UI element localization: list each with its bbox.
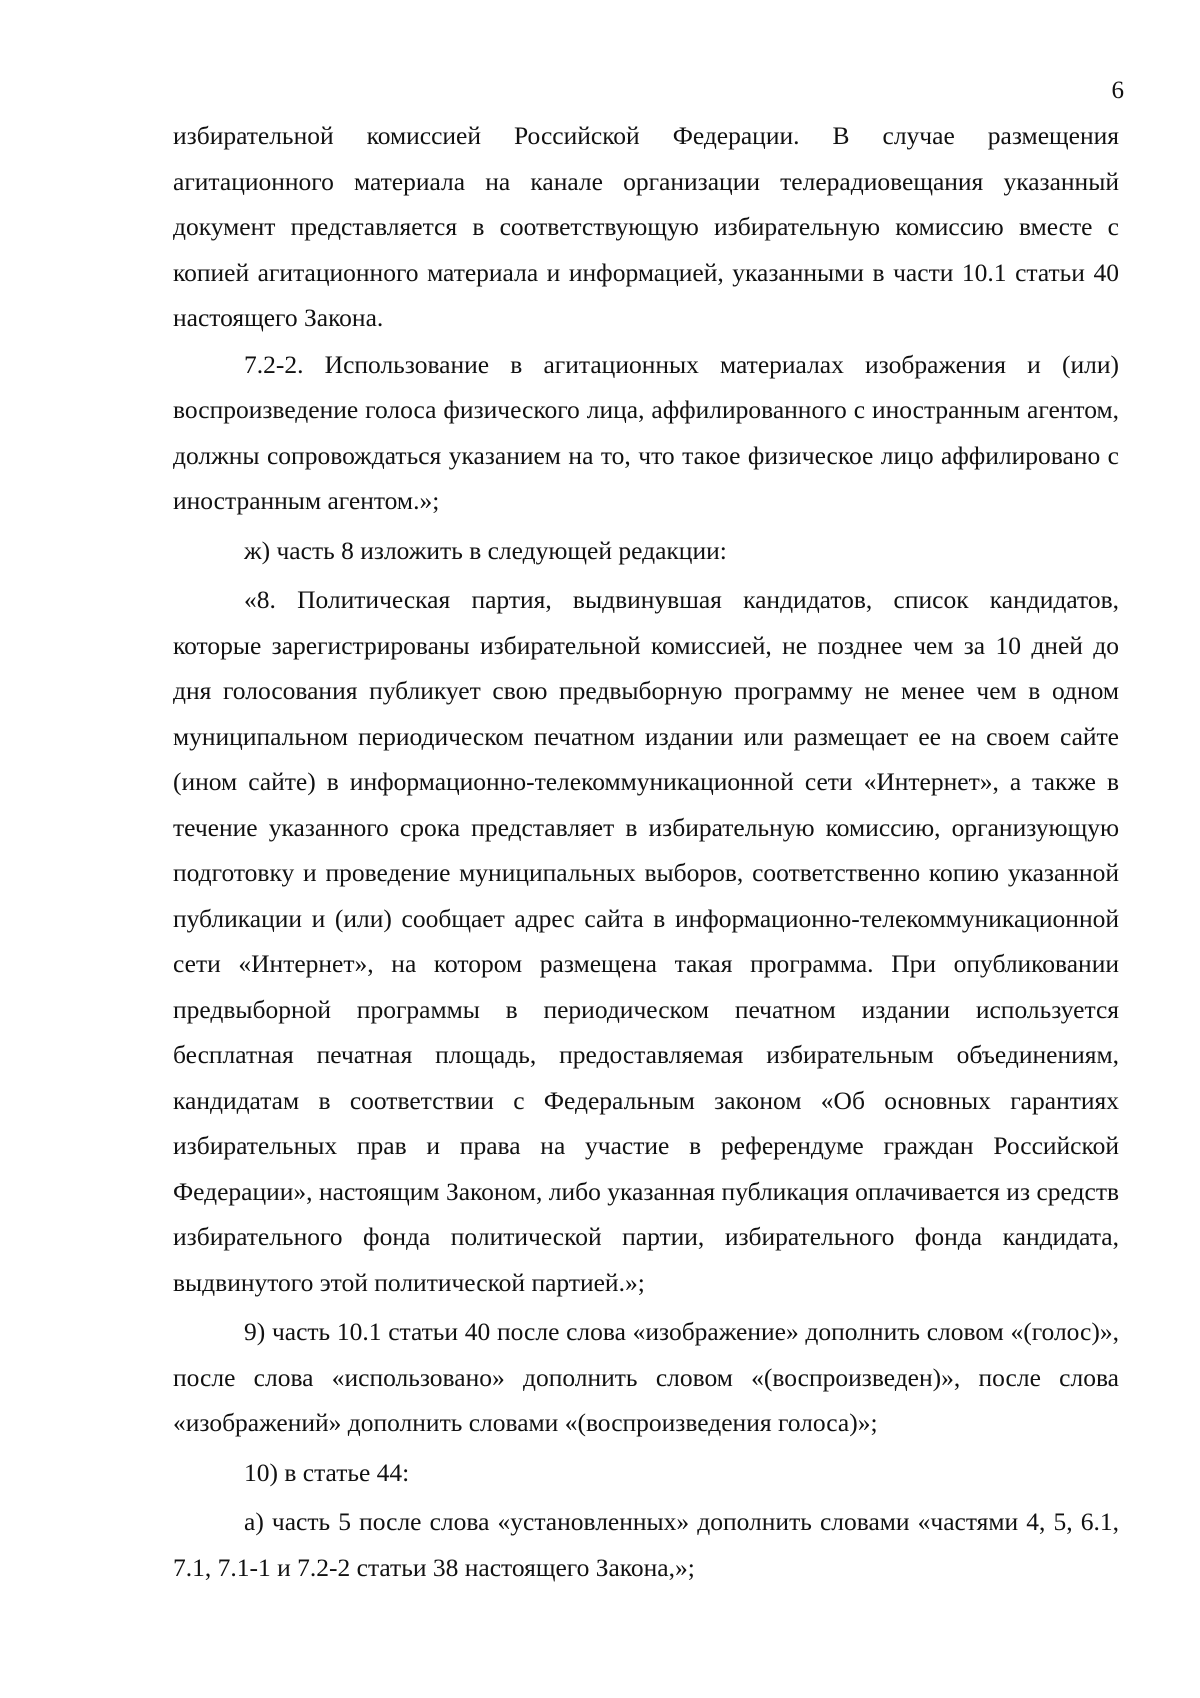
document-body [173, 113, 1119, 1591]
paragraph-part-8: «8. Политическая партия, выдвинувшая кандидатов, список кандидатов, которые зарегистрированы избирательной комиссией, не позднее чем за 10 дней до дня голосования публикует свою предвыборную программу не менее чем в одном муниципальном периодическом печатном издании или размещает ее на своем сайте (ином сайте) в информационно-телекоммуникационной сети «Интернет», а также в течение указанного срока представляет в избирательную комиссию, организующую подготовку и проведение муниципальных выборов, соответственно копию указанной публикации и (или) сообщает адрес сайта в информационно-телекоммуникационной сети «Интернет», на котором размещена такая программа. При опубликовании предвыборной программы в периодическом печатном издании используется бесплатная печатная площадь, предоставляемая избирательным объединениям, кандидатам в соответствии с Федеральным законом «Об основных гарантиях избирательных прав и права на участие в референдуме граждан Российской Федерации», настоящим Законом, либо указанная публикация оплачивается из средств избирательного фонда политической партии, избирательного фонда кандидата, выдвинутого этой политической партией.»; [173, 585, 1119, 1297]
page-number: 6 [1111, 77, 1124, 104]
paragraph-item-9: 9) часть 10.1 статьи 40 после слова «изображение» дополнить словом «(голос)», после слова «использовано» дополнить словом «(воспроизведен)», после слова «изображений» дополнить словами «(воспроизведения голоса)»; [173, 1317, 1119, 1437]
paragraph-7-2-2: 7.2-2. Использование в агитационных материалах изображения и (или) воспроизведение голоса физического лица, аффилированного с иностранным агентом, должны сопровождаться указанием на то, что такое физическое лицо аффилировано с иностранным агентом.»; [173, 349, 1119, 515]
paragraph-item-zh: ж) часть 8 изложить в следующей редакции: [244, 535, 727, 565]
paragraph-item-10: 10) в статье 44: [244, 1457, 410, 1487]
paragraph-item-a: а) часть 5 после слова «установленных» дополнить словами «частями 4, 5, 6.1, 7.1, 7.1-1 и 7.2-2 статьи 38 настоящего Закона,»; [173, 1507, 1119, 1582]
paragraph-continuation: избирательной комиссией Российской Федерации. В случае размещения агитационного материала на канале организации телерадиовещания указанный документ представляется в соответствующую избирательную комиссию вместе с копией агитационного материала и информацией, указанными в части 10.1 статьи 40 настоящего Закона. [173, 121, 1119, 332]
